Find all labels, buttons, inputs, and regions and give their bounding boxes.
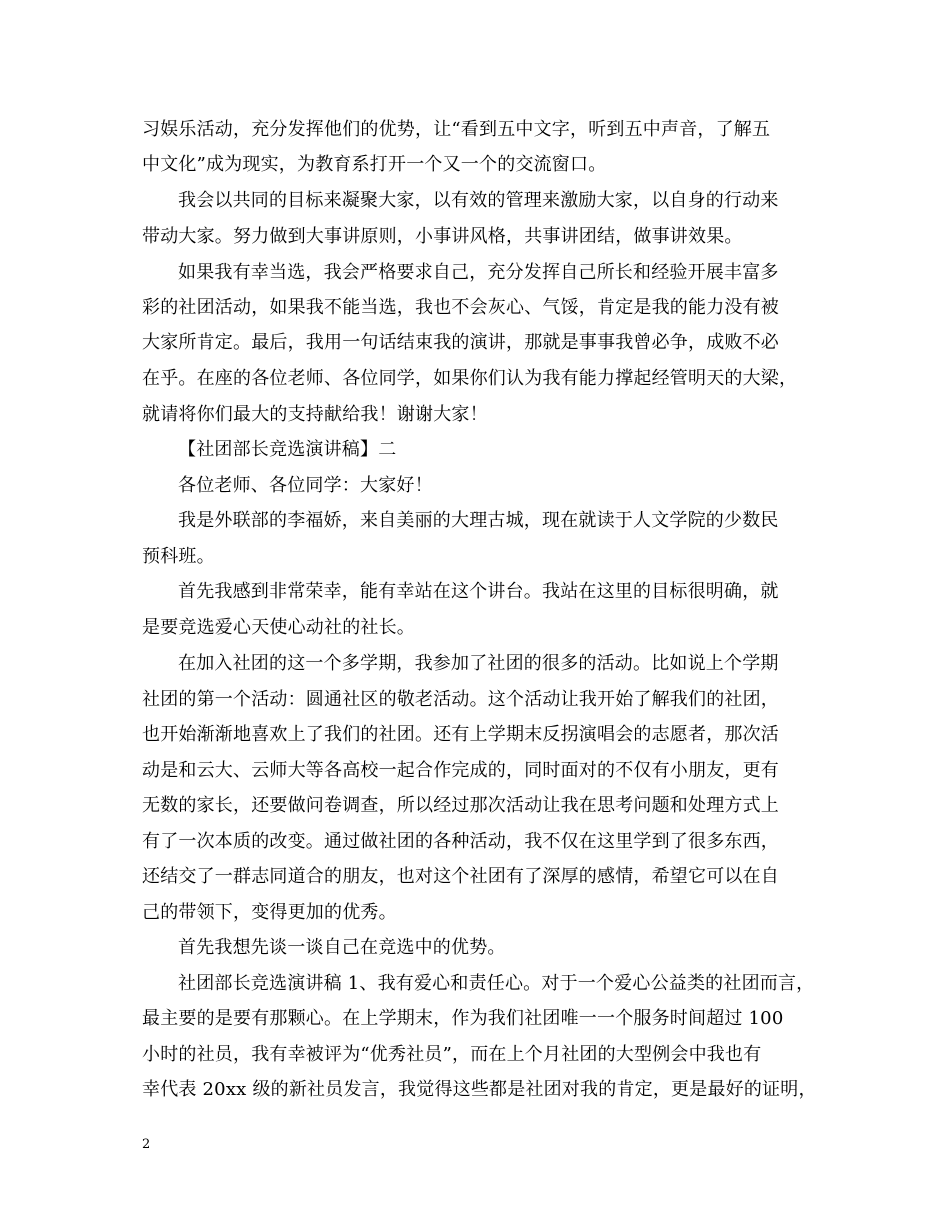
text-line: 带动大家。努力做到大事讲原则，小事讲风格，共事讲团结，做事讲效果。 — [142, 226, 743, 247]
text-line: 社团的第一个活动：圆通社区的敬老活动。这个活动让我开始了解我们的社团， — [142, 689, 779, 710]
text-line: 我是外联部的李福娇，来自美丽的大理古城，现在就读于人文学院的少数民 — [178, 510, 779, 531]
text-line: 我会以共同的目标来凝聚大家，以有效的管理来激励大家，以自身的行动来 — [178, 190, 779, 211]
text-line: 中文化”成为现实，为教育系打开一个又一个的交流窗口。 — [142, 154, 607, 175]
text-line: 也开始渐渐地喜欢上了我们的社团。还有上学期末反拐演唱会的志愿者，那次活 — [142, 724, 779, 745]
text-line: 习娱乐活动，充分发挥他们的优势，让“看到五中文字，听到五中声音，了解五 — [142, 119, 771, 140]
text-line: 社团部长竞选演讲稿 1、我有爱心和责任心。对于一个爱心公益类的社团而言， — [178, 973, 815, 994]
text-line: 如果我有幸当选，我会严格要求自己，充分发挥自己所长和经验开展丰富多 — [178, 262, 779, 283]
text-line: 就请将你们最大的支持献给我！谢谢大家！ — [142, 404, 488, 425]
text-line: 还结交了一群志同道合的朋友，也对这个社团有了深厚的感情，希望它可以在自 — [142, 866, 779, 887]
text-line: 己的带领下，变得更加的优秀。 — [142, 902, 397, 923]
text-line: 有了一次本质的改变。通过做社团的各种活动，我不仅在这里学到了很多东西， — [142, 831, 779, 852]
text-line: 最主要的是要有那颗心。在上学期末，作为我们社团唯一一个服务时间超过 100 — [142, 1008, 784, 1029]
section-heading: 【社团部长竞选演讲稿】二 — [178, 439, 397, 460]
text-line: 预科班。 — [142, 546, 215, 567]
text-line: 首先我感到非常荣幸，能有幸站在这个讲台。我站在这里的目标很明确，就 — [178, 581, 779, 602]
text-line: 首先我想先谈一谈自己在竞选中的优势。 — [178, 937, 506, 958]
text-line: 在乎。在座的各位老师、各位同学，如果你们认为我有能力撑起经管明天的大梁， — [142, 368, 798, 389]
text-line: 小时的社员，我有幸被评为“优秀社员”，而在上个月社团的大型例会中我也有 — [142, 1044, 762, 1065]
text-line: 幸代表 20xx 级的新社员发言，我觉得这些都是社团对我的肯定，更是最好的证明， — [142, 1079, 817, 1100]
text-line: 无数的家长，还要做问卷调查，所以经过那次活动让我在思考问题和处理方式上 — [142, 795, 779, 816]
text-line: 大家所肯定。最后，我用一句话结束我的演讲，那就是事事我曾必争，成败不必 — [142, 332, 779, 353]
greeting-line: 各位老师、各位同学：大家好！ — [178, 475, 433, 496]
text-line: 在加入社团的这一个多学期，我参加了社团的很多的活动。比如说上个学期 — [178, 653, 779, 674]
text-line: 彩的社团活动，如果我不能当选，我也不会灰心、气馁，肯定是我的能力没有被 — [142, 297, 779, 318]
page-number: 2 — [142, 1137, 151, 1152]
text-line: 是要竞选爱心天使心动社的社长。 — [142, 617, 415, 638]
text-line: 动是和云大、云师大等各高校一起合作完成的，同时面对的不仅有小朋友，更有 — [142, 760, 779, 781]
